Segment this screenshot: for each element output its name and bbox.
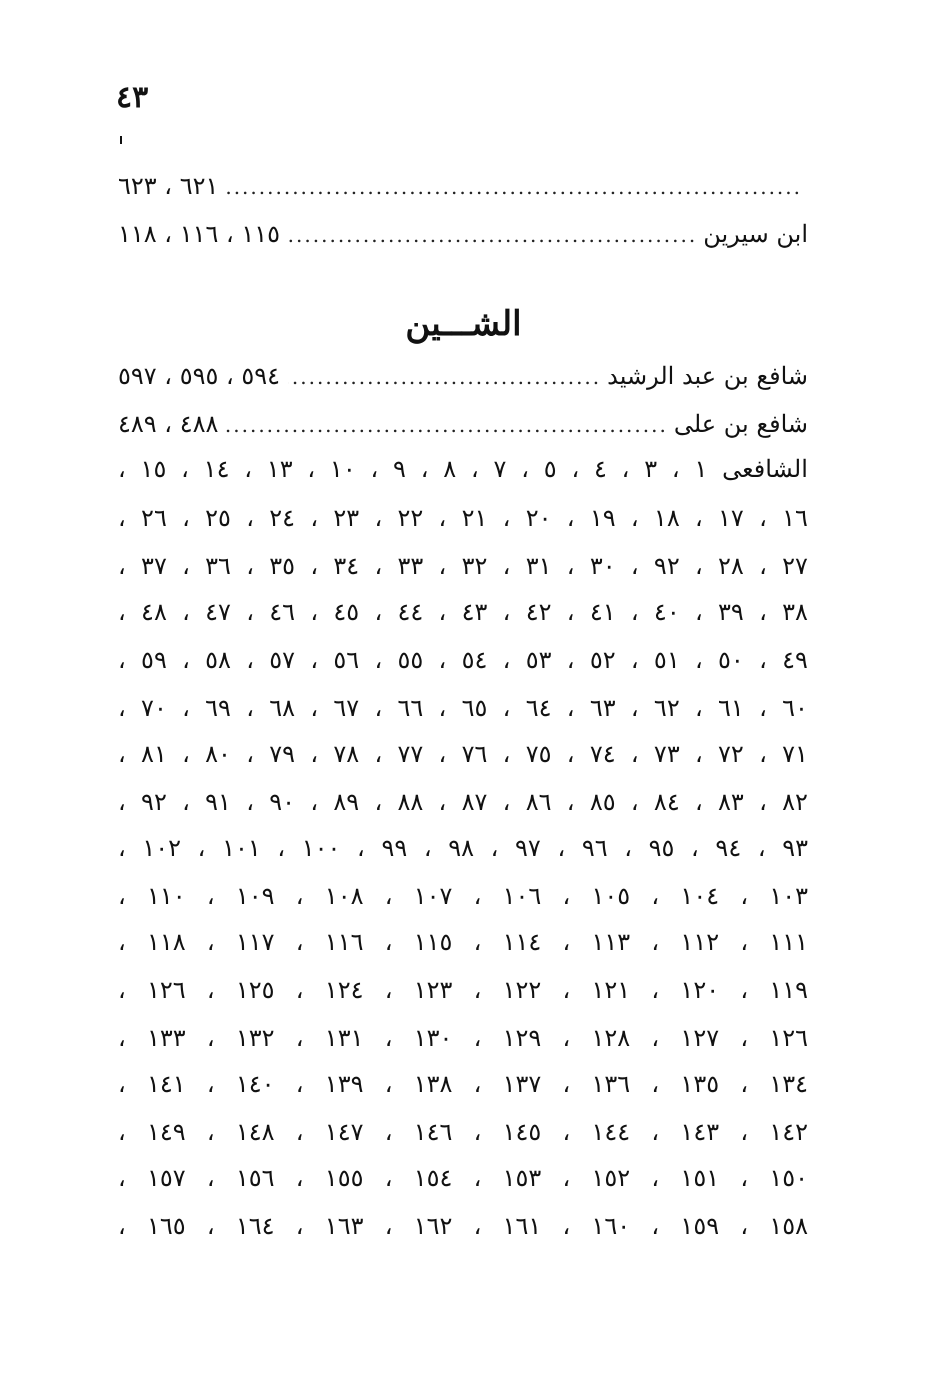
margin-mark (120, 136, 122, 144)
shafii-line: ١٤٢ ، ١٤٣ ، ١٤٤ ، ١٤٥ ، ١٤٦ ، ١٤٧ ، ١٤٨ ، ١٤٩ ، (118, 1118, 808, 1146)
shafii-line: ١٠٣ ، ١٠٤ ، ١٠٥ ، ١٠٦ ، ١٠٧ ، ١٠٨ ، ١٠٩ ، ١١٠ ، (118, 882, 808, 910)
entry-pages: ١١٥ ، ١١٦ ، ١١٨ (118, 220, 281, 248)
shafii-line: ١١١ ، ١١٢ ، ١١٣ ، ١١٤ ، ١١٥ ، ١١٦ ، ١١٧ ، ١١٨ ، (118, 928, 808, 956)
entry-name: ابن سيرين (703, 220, 808, 248)
shafii-line: ٧١ ، ٧٢ ، ٧٣ ، ٧٤ ، ٧٥ ، ٧٦ ، ٧٧ ، ٧٨ ، ٧٩ ، ٨٠ ، ٨١ ، (118, 740, 808, 768)
shafii-line: الشافعى ١ ، ٣ ، ٤ ، ٥ ، ٧ ، ٨ ، ٩ ، ١٠ ، ١٣ ، ١٤ ، ١٥ ، (118, 455, 808, 483)
shafii-line: ٣٨ ، ٣٩ ، ٤٠ ، ٤١ ، ٤٢ ، ٤٣ ، ٤٤ ، ٤٥ ، ٤٦ ، ٤٧ ، ٤٨ ، (118, 598, 808, 626)
shafii-line: ١٥٨ ، ١٥٩ ، ١٦٠ ، ١٦١ ، ١٦٢ ، ١٦٣ ، ١٦٤ ، ١٦٥ ، (118, 1212, 808, 1240)
leader-dots (226, 175, 802, 199)
leader-dots (288, 365, 601, 389)
shafii-line: ٢٧ ، ٢٨ ، ٩٢ ، ٣٠ ، ٣١ ، ٣٢ ، ٣٣ ، ٣٤ ، ٣٥ ، ٣٦ ، ٣٧ ، (118, 552, 808, 580)
index-entry (118, 362, 808, 390)
shafii-line: ١٣٤ ، ١٣٥ ، ١٣٦ ، ١٣٧ ، ١٣٨ ، ١٣٩ ، ١٤٠ ، ١٤١ ، (118, 1070, 808, 1098)
shafii-line: ١٢٦ ، ١٢٧ ، ١٢٨ ، ١٢٩ ، ١٣٠ ، ١٣١ ، ١٣٢ ، ١٣٣ ، (118, 1024, 808, 1052)
shafii-line: ٩٣ ، ٩٤ ، ٩٥ ، ٩٦ ، ٩٧ ، ٩٨ ، ٩٩ ، ١٠٠ ، ١٠١ ، ١٠٢ ، (118, 834, 808, 862)
page-number: ٤٣ (116, 80, 149, 115)
entry-pages: ٤٨٨ ، ٤٨٩ (118, 410, 219, 438)
entry-name: شافع بن على (673, 410, 808, 438)
index-entry (118, 220, 808, 248)
entry-pages: ٥٩٤ ، ٥٩٥ ، ٥٩٧ (118, 362, 281, 390)
shafii-line: ١١٩ ، ١٢٠ ، ١٢١ ، ١٢٢ ، ١٢٣ ، ١٢٤ ، ١٢٥ ، ١٢٦ ، (118, 976, 808, 1004)
section-title: الشـــين (405, 304, 522, 344)
index-entry-continued (118, 172, 808, 200)
leader-dots (288, 223, 697, 247)
shafii-line: ٦٠ ، ٦١ ، ٦٢ ، ٦٣ ، ٦٤ ، ٦٥ ، ٦٦ ، ٦٧ ، ٦٨ ، ٦٩ ، ٧٠ ، (118, 694, 808, 722)
leader-dots (226, 413, 667, 437)
index-entry (118, 410, 808, 438)
shafii-line: ٨٢ ، ٨٣ ، ٨٤ ، ٨٥ ، ٨٦ ، ٨٧ ، ٨٨ ، ٨٩ ، ٩٠ ، ٩١ ، ٩٢ ، (118, 788, 808, 816)
shafii-line: ١٦ ، ١٧ ، ١٨ ، ١٩ ، ٢٠ ، ٢١ ، ٢٢ ، ٢٣ ، ٢٤ ، ٢٥ ، ٢٦ ، (118, 504, 808, 532)
entry-pages: ٦٢١ ، ٦٢٣ (118, 172, 219, 200)
shafii-line: ١٥٠ ، ١٥١ ، ١٥٢ ، ١٥٣ ، ١٥٤ ، ١٥٥ ، ١٥٦ ، ١٥٧ ، (118, 1164, 808, 1192)
entry-name: شافع بن عبد الرشيد (607, 362, 808, 390)
shafii-line: ٤٩ ، ٥٠ ، ٥١ ، ٥٢ ، ٥٣ ، ٥٤ ، ٥٥ ، ٥٦ ، ٥٧ ، ٥٨ ، ٥٩ ، (118, 646, 808, 674)
